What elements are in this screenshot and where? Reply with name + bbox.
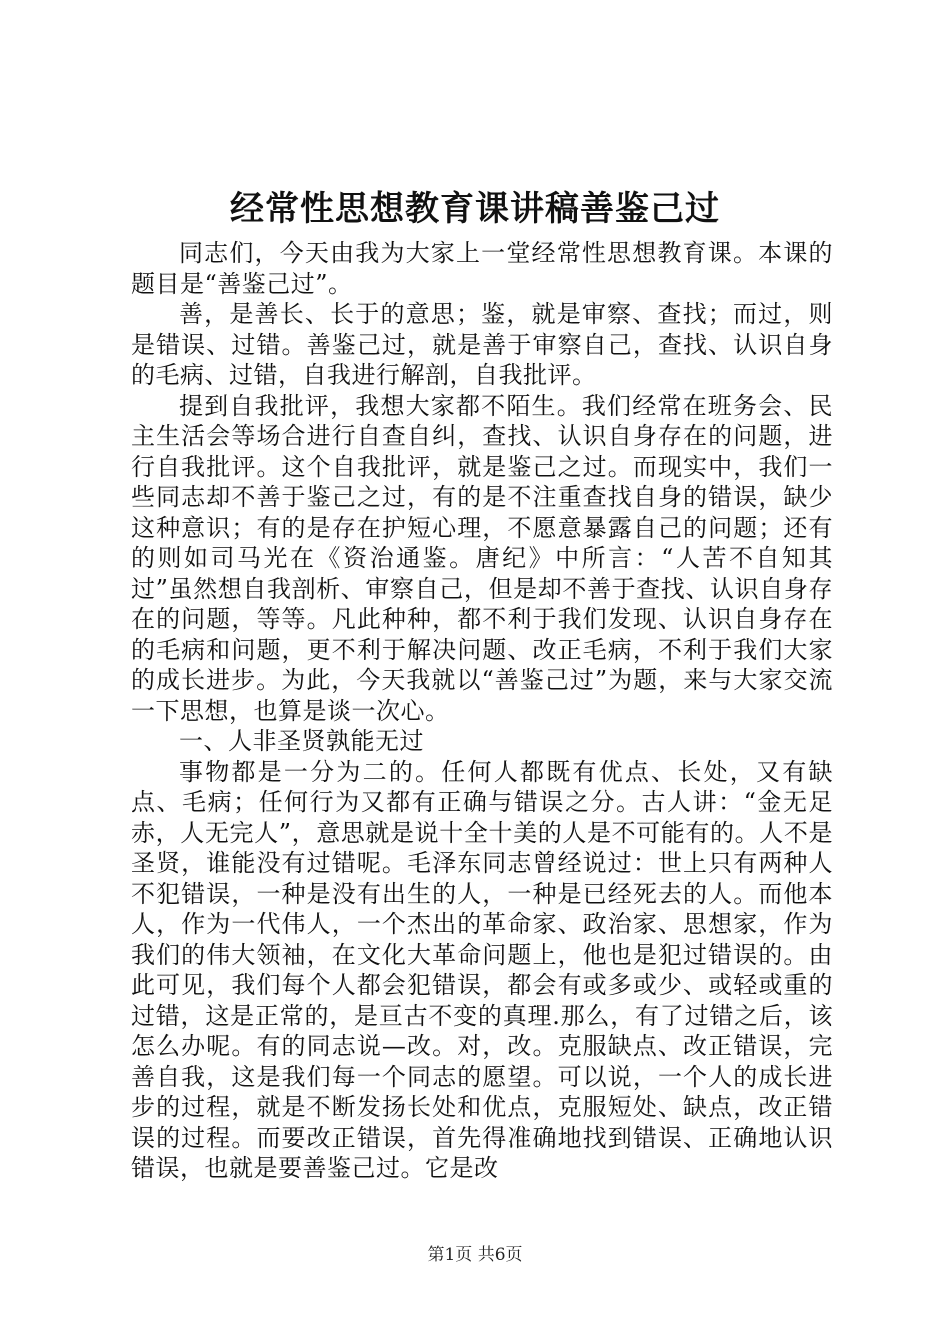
paragraph: 善，是善长、长于的意思；鉴，就是审察、查找；而过，则是错误、过错。善鉴己过，就是善于审察自己，查找、认识自身的毛病、过错，自我进行解剖，自我批评。 [131, 300, 833, 389]
paragraph: 事物都是一分为二的。任何人都既有优点、长处，又有缺点、毛病；任何行为又都有正确与错误之分。古人讲：“金无足赤，人无完人”，意思就是说十全十美的人是不可能有的。人不是圣贤，谁能没有过错呢。毛泽东同志曾经说过：世上只有两种人不犯错误，一种是没有出生的人，一种是已经死去的人。而他本人，作为一代伟人，一个杰出的革命家、政治家、思想家，作为我们的伟大领袖，在文化大革命问题上，他也是犯过错误的。由此可见，我们每个人都会犯错误，都会有或多或少、或轻或重的过错，这是正常的，是亘古不变的真理.那么，有了过错之后，该怎么办呢。有的同志说—改。对，改。克服缺点、改正错误，完善自我，这是我们每一个同志的愿望。可以说，一个人的成长进步的过程，就是不断发扬长处和优点，克服短处、缺点，改正错误的过程。而要改正错误，首先得准确地找到错误、正确地认识错误，也就是要善鉴己过。它是改 [131, 757, 833, 1182]
document-body [131, 238, 833, 1184]
section-heading: 一、人非圣贤孰能无过 [179, 727, 424, 755]
document-title: 经常性思想教育课讲稿善鉴己过 [230, 189, 720, 229]
page-number-footer: 第1页 共6页 [427, 1245, 523, 1265]
paragraph: 同志们，今天由我为大家上一堂经常性思想教育课。本课的题目是“善鉴己过”。 [131, 239, 833, 298]
paragraph: 提到自我批评，我想大家都不陌生。我们经常在班务会、民主生活会等场合进行自查自纠，查找、认识自身存在的问题，进行自我批评。这个自我批评，就是鉴己之过。而现实中，我们一些同志却不善于鉴己之过，有的是不注重查找自身的错误，缺少这种意识；有的是存在护短心理，不愿意暴露自己的问题；还有的则如司马光在《资治通鉴。唐纪》中所言：“人苦不自知其过”虽然想自我剖析、审察自己，但是却不善于查找、认识自身存在的问题，等等。凡此种种，都不利于我们发现、认识自身存在的毛病和问题，更不利于解决问题、改正毛病，不利于我们大家的成长进步。为此，今天我就以“善鉴己过”为题，来与大家交流一下思想，也算是谈一次心。 [131, 391, 833, 725]
